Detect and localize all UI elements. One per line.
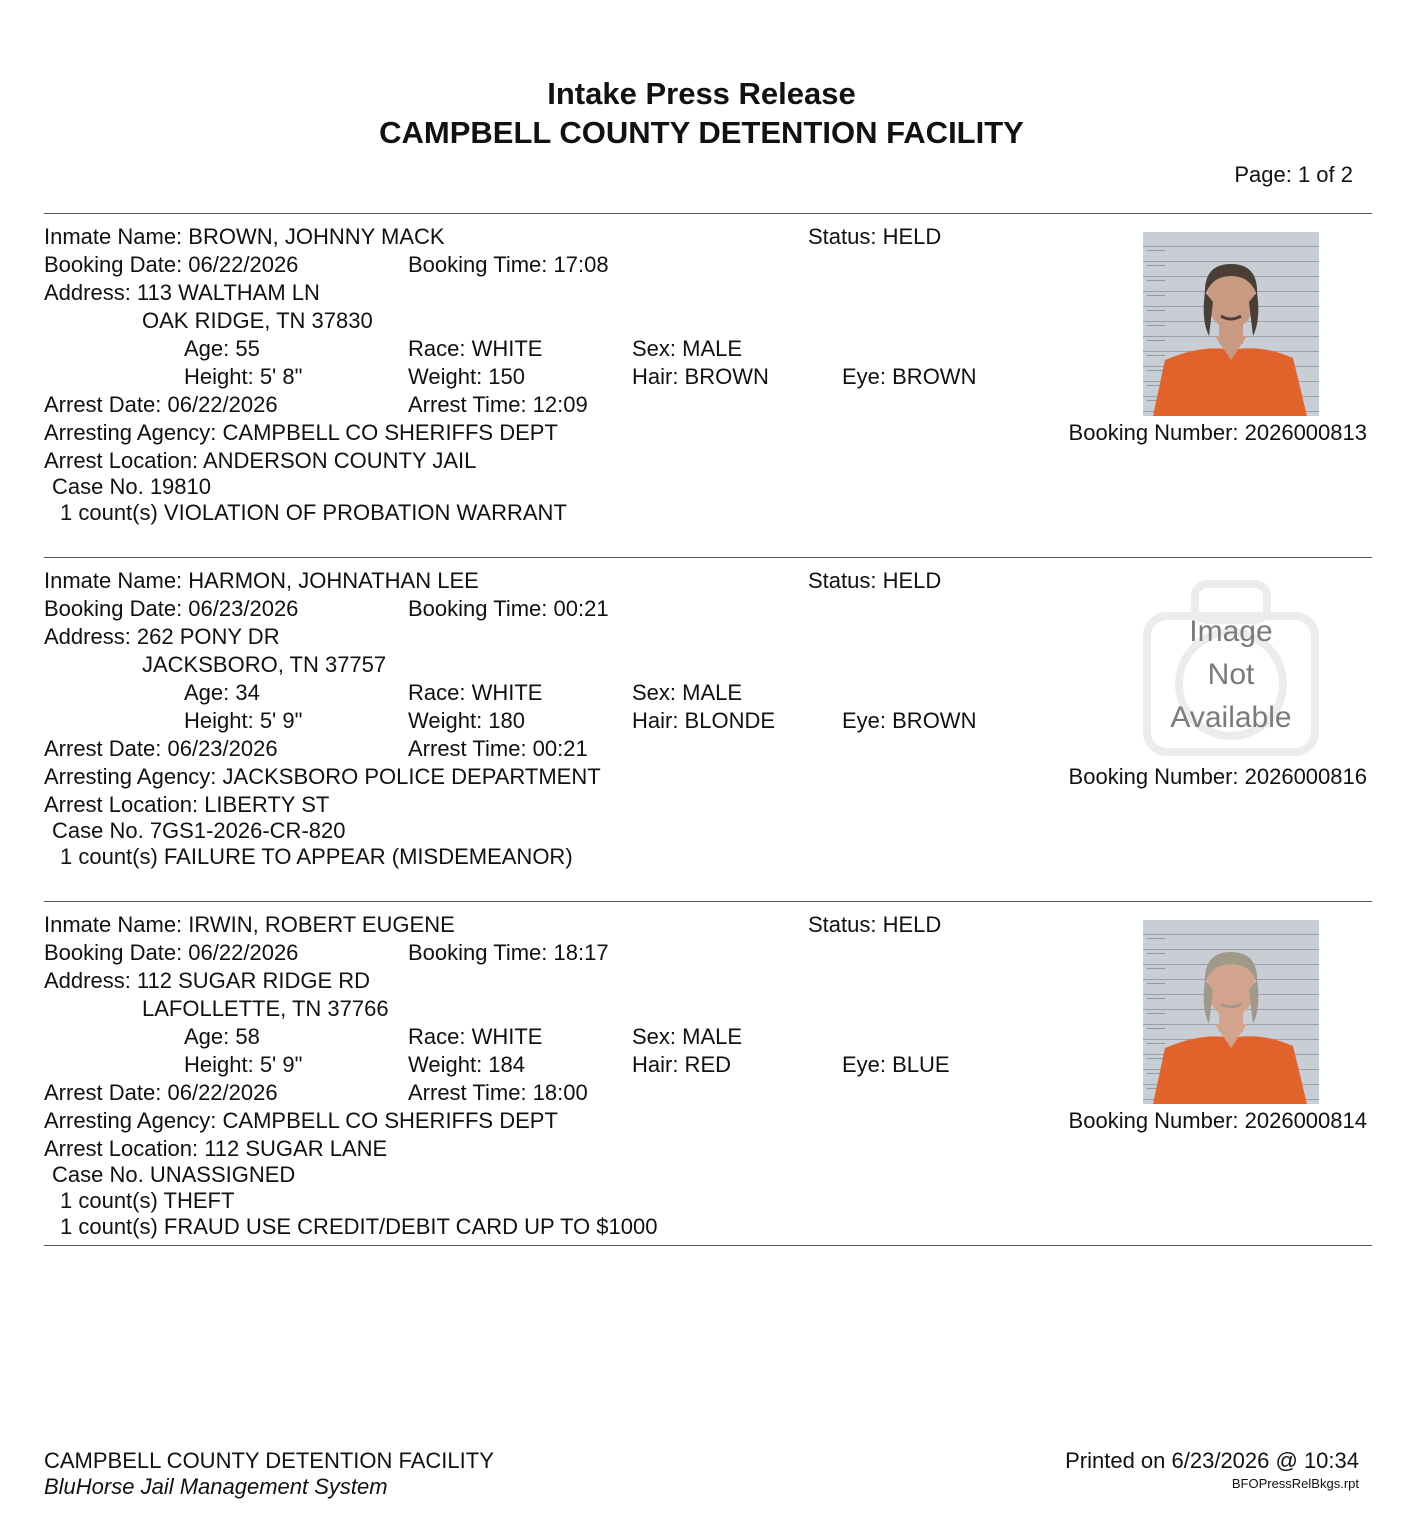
divider xyxy=(44,213,1372,214)
charge-line: 1 count(s) VIOLATION OF PROBATION WARRANT xyxy=(60,500,567,525)
city: LAFOLLETTE, TN 37766 xyxy=(142,996,389,1021)
case-no: Case No. 19810 xyxy=(52,474,211,499)
hair: Hair: RED xyxy=(632,1052,732,1077)
city: JACKSBORO, TN 37757 xyxy=(142,652,387,677)
eye: Eye: BLUE xyxy=(842,1052,950,1077)
placeholder-text: Available xyxy=(1170,701,1292,734)
placeholder-text: Not xyxy=(1207,658,1255,691)
footer-report-file: BFOPressRelBkgs.rpt xyxy=(1231,1476,1359,1491)
status: Status: HELD xyxy=(808,224,942,249)
sex: Sex: MALE xyxy=(632,680,743,705)
agency: Arresting Agency: CAMPBELL CO SHERIFFS DEPT xyxy=(44,420,558,445)
mugshot-figure xyxy=(1143,920,1319,1104)
mugshot-figure xyxy=(1143,232,1319,416)
height: Height: 5' 9" xyxy=(184,1052,303,1077)
agency: Arresting Agency: JACKSBORO POLICE DEPARTMENT xyxy=(44,764,601,789)
charge-line: 1 count(s) THEFT xyxy=(60,1188,235,1213)
age: Age: 55 xyxy=(184,336,260,361)
age: Age: 58 xyxy=(184,1024,260,1049)
document-title: Intake Press Release xyxy=(547,76,856,111)
inmate-record xyxy=(0,222,1403,552)
height: Height: 5' 8" xyxy=(184,364,303,389)
divider xyxy=(44,557,1372,558)
sex: Sex: MALE xyxy=(632,336,743,361)
city: OAK RIDGE, TN 37830 xyxy=(142,308,373,333)
booking-date: Booking Date: 06/22/2026 xyxy=(44,252,299,277)
divider xyxy=(44,901,1372,902)
mugshot-photo xyxy=(1143,232,1319,416)
placeholder-text: Image xyxy=(1189,615,1273,648)
hair: Hair: BLONDE xyxy=(632,708,776,733)
image-not-available xyxy=(1143,576,1319,760)
arrest-date: Arrest Date: 06/22/2026 xyxy=(44,392,278,417)
inmate-name: Inmate Name: BROWN, JOHNNY MACK xyxy=(44,224,445,249)
footer-facility: CAMPBELL COUNTY DETENTION FACILITY xyxy=(44,1448,494,1473)
location: Arrest Location: LIBERTY ST xyxy=(44,792,330,817)
booking-date: Booking Date: 06/22/2026 xyxy=(44,940,299,965)
case-no: Case No. 7GS1-2026-CR-820 xyxy=(52,818,346,843)
sex: Sex: MALE xyxy=(632,1024,743,1049)
footer-printed: Printed on 6/23/2026 @ 10:34 xyxy=(1065,1448,1359,1473)
location: Arrest Location: 112 SUGAR LANE xyxy=(44,1136,388,1161)
status: Status: HELD xyxy=(808,912,942,937)
booking-time: Booking Time: 18:17 xyxy=(408,940,609,965)
booking-number: Booking Number: 2026000813 xyxy=(1068,420,1367,445)
eye: Eye: BROWN xyxy=(842,708,977,733)
weight: Weight: 184 xyxy=(408,1052,526,1077)
inmate-record xyxy=(0,910,1403,1240)
age: Age: 34 xyxy=(184,680,260,705)
divider xyxy=(44,1245,1372,1246)
race: Race: WHITE xyxy=(408,336,543,361)
arrest-date: Arrest Date: 06/23/2026 xyxy=(44,736,278,761)
charge-line: 1 count(s) FRAUD USE CREDIT/DEBIT CARD UP TO $1000 xyxy=(60,1214,658,1239)
page-number: Page: 1 of 2 xyxy=(1234,162,1353,187)
eye: Eye: BROWN xyxy=(842,364,977,389)
charge-line: 1 count(s) FAILURE TO APPEAR (MISDEMEANOR) xyxy=(60,844,573,869)
arrest-time: Arrest Time: 00:21 xyxy=(408,736,588,761)
inmate-name: Inmate Name: HARMON, JOHNATHAN LEE xyxy=(44,568,479,593)
location: Arrest Location: ANDERSON COUNTY JAIL xyxy=(44,448,477,473)
facility-title: CAMPBELL COUNTY DETENTION FACILITY xyxy=(379,115,1024,150)
race: Race: WHITE xyxy=(408,680,543,705)
arrest-date: Arrest Date: 06/22/2026 xyxy=(44,1080,278,1105)
booking-date: Booking Date: 06/23/2026 xyxy=(44,596,299,621)
inmate-name: Inmate Name: IRWIN, ROBERT EUGENE xyxy=(44,912,455,937)
height: Height: 5' 9" xyxy=(184,708,303,733)
booking-number: Booking Number: 2026000814 xyxy=(1068,1108,1367,1133)
arrest-time: Arrest Time: 12:09 xyxy=(408,392,588,417)
booking-time: Booking Time: 00:21 xyxy=(408,596,609,621)
address: Address: 262 PONY DR xyxy=(44,624,280,649)
booking-time: Booking Time: 17:08 xyxy=(408,252,609,277)
inmate-record xyxy=(0,566,1403,896)
agency: Arresting Agency: CAMPBELL CO SHERIFFS DEPT xyxy=(44,1108,558,1133)
case-no: Case No. UNASSIGNED xyxy=(52,1162,296,1187)
weight: Weight: 150 xyxy=(408,364,526,389)
arrest-time: Arrest Time: 18:00 xyxy=(408,1080,588,1105)
status: Status: HELD xyxy=(808,568,942,593)
race: Race: WHITE xyxy=(408,1024,543,1049)
address: Address: 113 WALTHAM LN xyxy=(44,280,320,305)
hair: Hair: BROWN xyxy=(632,364,769,389)
mugshot-photo xyxy=(1143,920,1319,1104)
weight: Weight: 180 xyxy=(408,708,526,733)
footer-system: BluHorse Jail Management System xyxy=(44,1474,388,1499)
booking-number: Booking Number: 2026000816 xyxy=(1068,764,1367,789)
address: Address: 112 SUGAR RIDGE RD xyxy=(44,968,371,993)
